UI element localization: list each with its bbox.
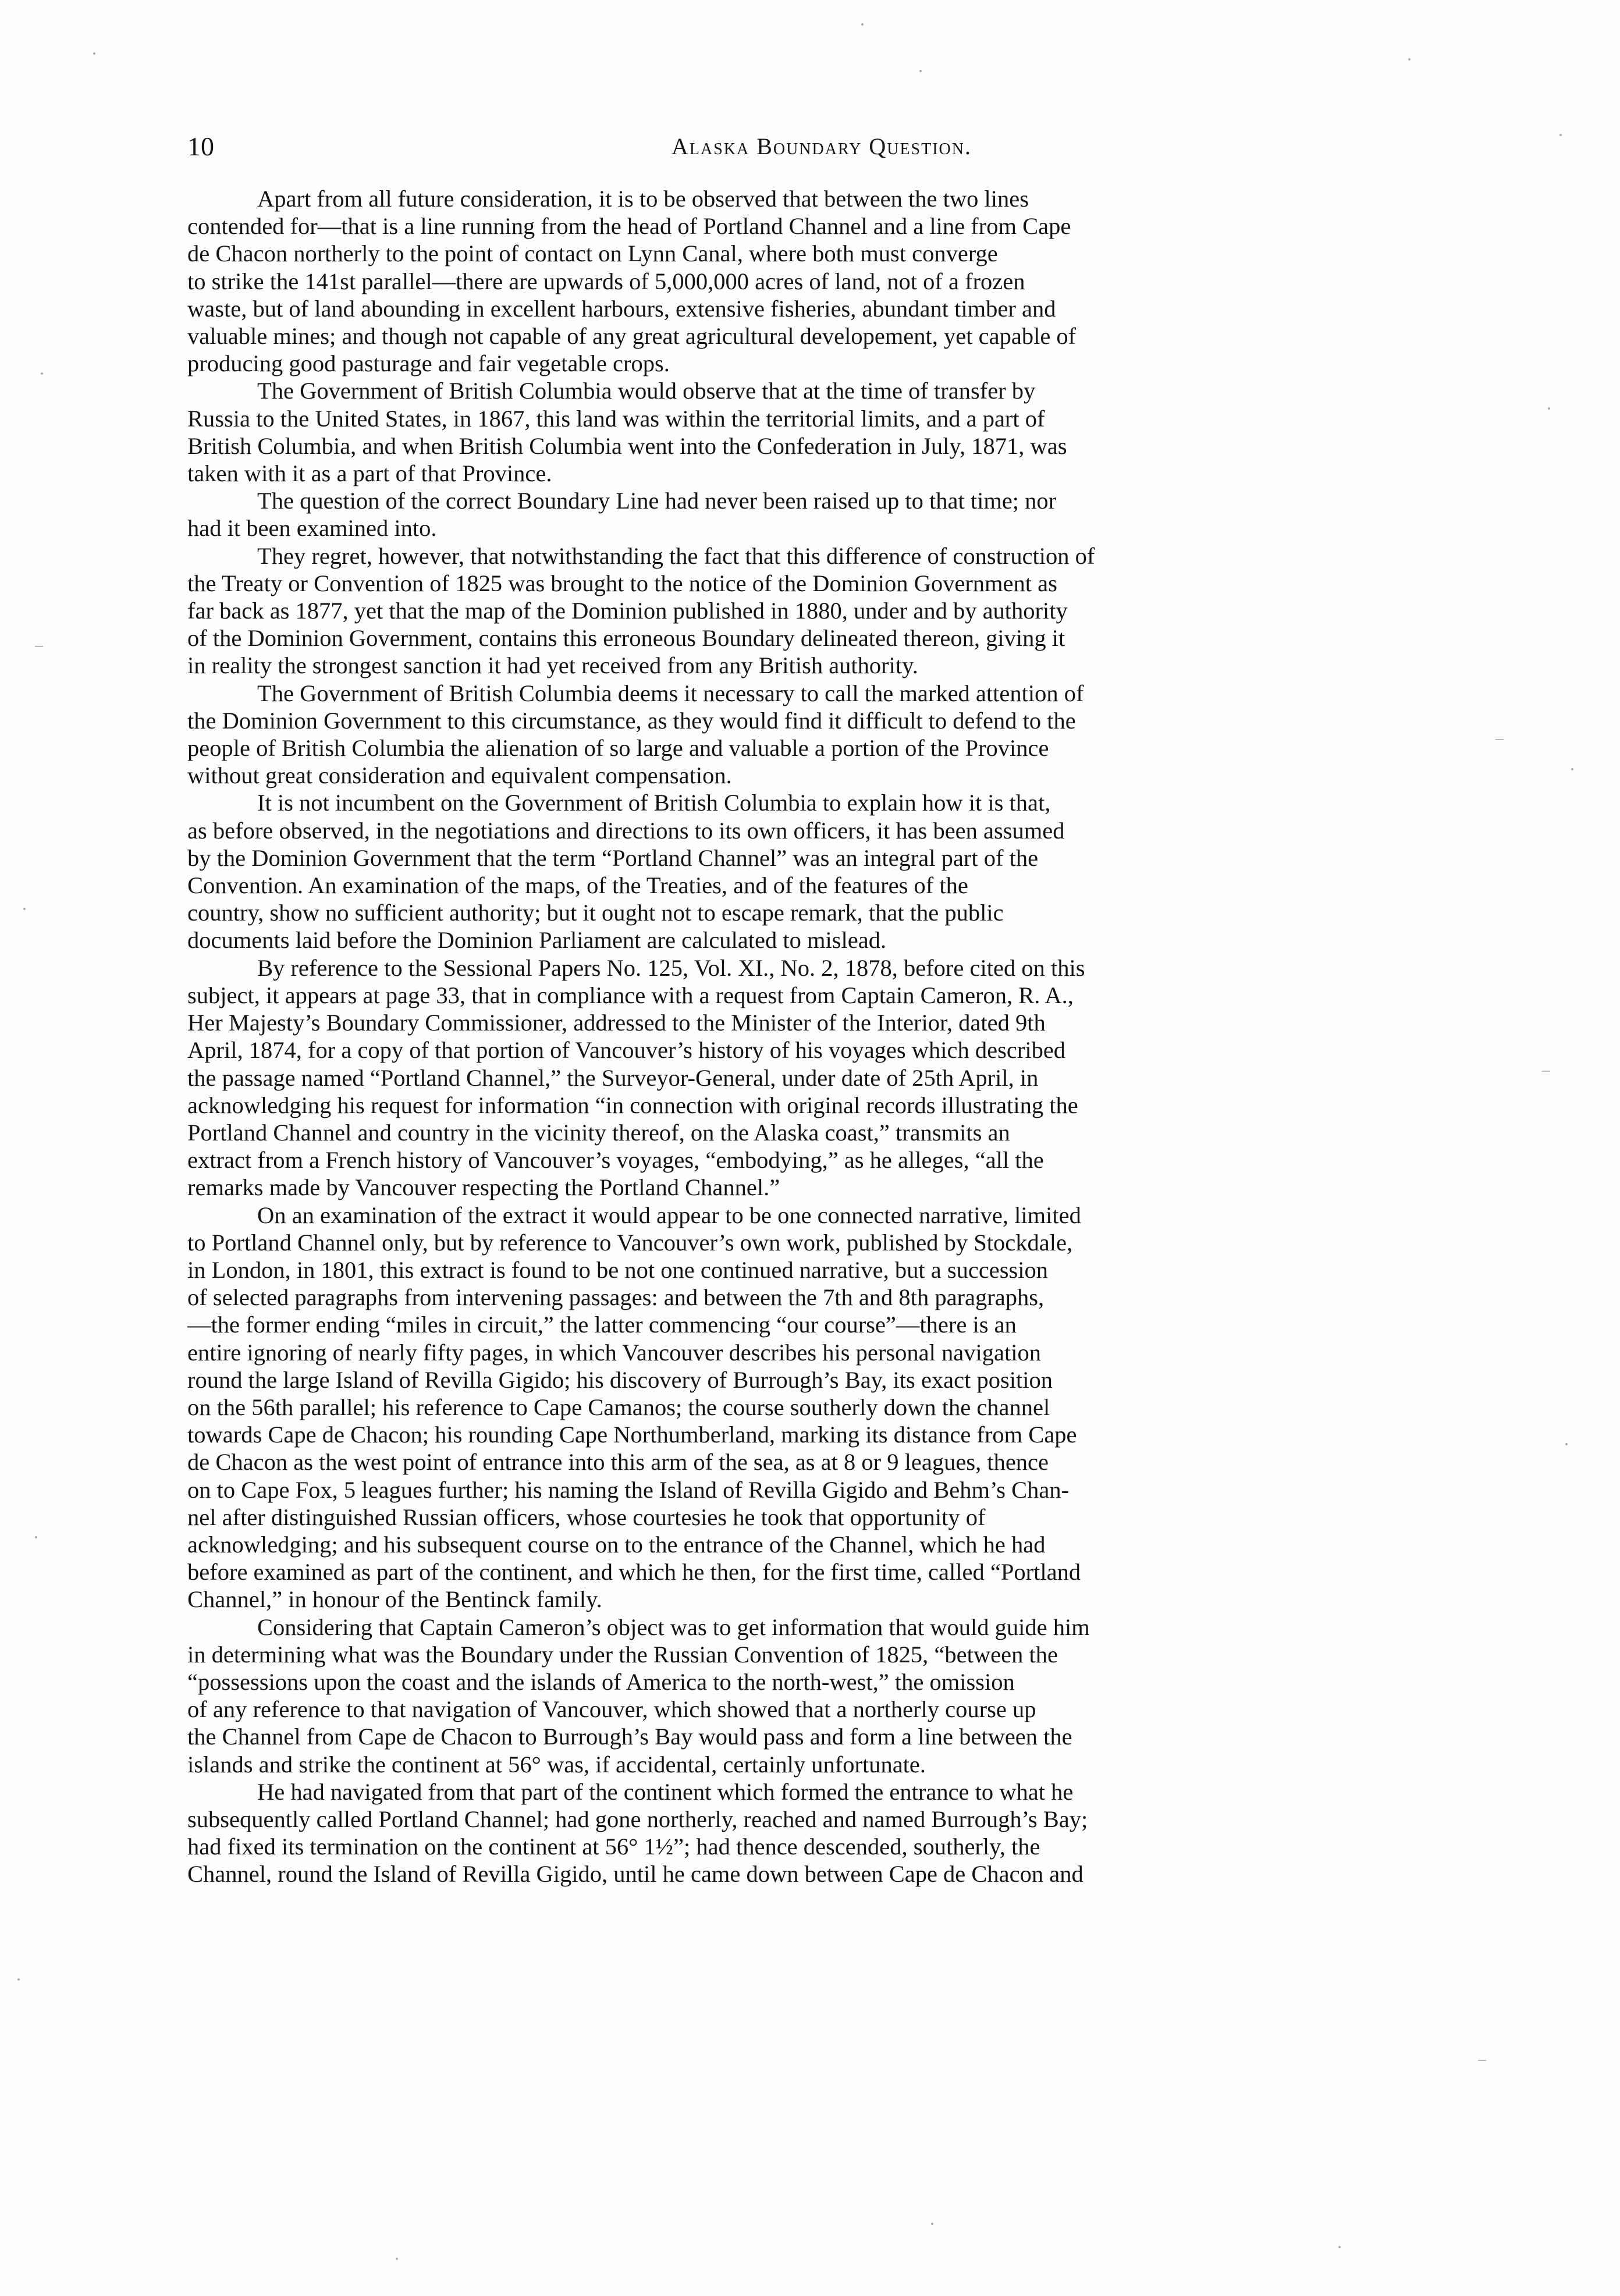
scan-speck bbox=[396, 2258, 398, 2260]
paragraph bbox=[187, 542, 1456, 680]
text-line: documents laid before the Dominion Parliament are calculated to mislead. bbox=[187, 927, 887, 954]
scan-mark bbox=[35, 646, 43, 647]
running-title: Alaska Boundary Question. bbox=[671, 133, 972, 159]
text-line: extract from a French history of Vancouver’s voyages, “embodying,” as he alleges, “all the bbox=[187, 1147, 1044, 1174]
paragraph bbox=[187, 1778, 1456, 1888]
text-line: —the former ending “miles in circuit,” the latter commencing “our course”—there is an bbox=[187, 1312, 1017, 1338]
text-line: as before observed, in the negotiations and directions to its own officers, it has been assumed bbox=[187, 817, 1065, 844]
text-line: the Channel from Cape de Chacon to Burrough’s Bay would pass and form a line between the bbox=[187, 1723, 1072, 1750]
text-line: in determining what was the Boundary under the Russian Convention of 1825, “between the bbox=[187, 1641, 1058, 1668]
text-line: April, 1874, for a copy of that portion of Vancouver’s history of his voyages which described bbox=[187, 1037, 1066, 1064]
text-line: people of British Columbia the alienation of so large and valuable a portion of the Province bbox=[187, 735, 1049, 762]
scan-speck bbox=[23, 908, 26, 910]
text-line: of any reference to that navigation of Vancouver, which showed that a northerly course up bbox=[187, 1696, 1036, 1723]
page-header bbox=[187, 129, 1456, 166]
text-line: acknowledging; and his subsequent course on to the entrance of the Channel, which he had bbox=[187, 1531, 1046, 1558]
paragraph bbox=[187, 789, 1456, 954]
text-line: the Dominion Government to this circumstance, as they would find it difficult to defend to the bbox=[187, 707, 1076, 734]
text-line: without great consideration and equivalent compensation. bbox=[187, 762, 732, 789]
text-line: of selected paragraphs from intervening passages: and between the 7th and 8th paragraphs, bbox=[187, 1284, 1045, 1311]
text-line: round the large Island of Revilla Gigido; his discovery of Burrough’s Bay, its exact position bbox=[187, 1366, 1053, 1393]
text-line: remarks made by Vancouver respecting the Portland Channel.” bbox=[187, 1174, 780, 1201]
text-line: by the Dominion Government that the term “Portland Channel” was an integral part of the bbox=[187, 844, 1039, 871]
text-line: Her Majesty’s Boundary Commissioner, addressed to the Minister of the Interior, dated 9th bbox=[187, 1010, 1046, 1036]
text-line: He had navigated from that part of the continent which formed the entrance to what he bbox=[257, 1778, 1074, 1805]
text-line: had fixed its termination on the continent at 56° 1½”; had thence descended, southerly, the bbox=[187, 1833, 1040, 1860]
text-line: the Treaty or Convention of 1825 was brought to the notice of the Dominion Government as bbox=[187, 570, 1057, 596]
text-line: The Government of British Columbia deems it necessary to call the marked attention of bbox=[257, 680, 1084, 706]
scan-speck bbox=[1565, 1443, 1568, 1445]
text-line: on the 56th parallel; his reference to Cape Camanos; the course southerly down the channel bbox=[187, 1394, 1050, 1420]
text-line: producing good pasturage and fair vegetable crops. bbox=[187, 350, 670, 377]
text-line: Russia to the United States, in 1867, this land was within the territorial limits, and a part of bbox=[187, 405, 1045, 432]
paragraph bbox=[187, 185, 1456, 377]
scan-speck bbox=[1338, 2246, 1341, 2248]
text-line: de Chacon as the west point of entrance into this arm of the sea, as at 8 or 9 leagues, thence bbox=[187, 1449, 1049, 1476]
text-line: country, show no sufficient authority; but it ought not to escape remark, that the public bbox=[187, 900, 1004, 926]
body-text bbox=[187, 185, 1456, 1888]
paragraph bbox=[187, 487, 1456, 542]
page-number: 10 bbox=[187, 131, 214, 161]
scan-speck bbox=[1408, 58, 1411, 61]
paragraph bbox=[187, 680, 1456, 790]
paragraph bbox=[187, 954, 1456, 1202]
text-line: Channel, round the Island of Revilla Gigido, until he came down between Cape de Chacon and bbox=[187, 1861, 1083, 1888]
text-line: It is not incumbent on the Government of British Columbia to explain how it is that, bbox=[257, 790, 1051, 816]
text-line: British Columbia, and when British Columbia went into the Confederation in July, 1871, was bbox=[187, 432, 1067, 459]
text-line: Channel,” in honour of the Bentinck family. bbox=[187, 1586, 602, 1613]
text-line: The question of the correct Boundary Line had never been raised up to that time; nor bbox=[257, 488, 1057, 514]
text-line: “possessions upon the coast and the islands of America to the north-west,” the omission bbox=[187, 1668, 1015, 1695]
paragraph bbox=[187, 377, 1456, 487]
text-line: to strike the 141st parallel—there are upwards of 5,000,000 acres of land, not of a frozen bbox=[187, 268, 1025, 294]
scan-speck bbox=[861, 23, 864, 26]
text-line: subsequently called Portland Channel; had gone northerly, reached and named Burrough’s Bay; bbox=[187, 1805, 1088, 1832]
text-line: de Chacon northerly to the point of contact on Lynn Canal, where both must converge bbox=[187, 240, 998, 267]
text-line: taken with it as a part of that Province. bbox=[187, 460, 552, 487]
text-line: of the Dominion Government, contains this erroneous Boundary delineated thereon, giving it bbox=[187, 625, 1065, 652]
scan-speck bbox=[931, 2223, 933, 2225]
scan-mark bbox=[1542, 1071, 1550, 1072]
scan-speck bbox=[17, 1978, 20, 1981]
text-line: The Government of British Columbia would observe that at the time of transfer by bbox=[257, 378, 1036, 404]
text-line: Apart from all future consideration, it is to be observed that between the two lines bbox=[257, 186, 1029, 212]
text-line: On an examination of the extract it would appear to be one connected narrative, limited bbox=[257, 1202, 1081, 1228]
text-line: contended for—that is a line running from the head of Portland Channel and a line from Cape bbox=[187, 213, 1071, 240]
text-line: towards Cape de Chacon; his rounding Cape Northumberland, marking its distance from Cape bbox=[187, 1421, 1077, 1448]
text-line: acknowledging his request for information “in connection with original records illustrating the bbox=[187, 1092, 1078, 1118]
text-line: Convention. An examination of the maps, of the Treaties, and of the features of the bbox=[187, 872, 968, 899]
text-line: had it been examined into. bbox=[187, 515, 437, 542]
text-line: By reference to the Sessional Papers No. 125, Vol. XI., No. 2, 1878, before cited on this bbox=[257, 954, 1085, 981]
text-line: entire ignoring of nearly fifty pages, in which Vancouver describes his personal navigation bbox=[187, 1339, 1041, 1366]
scan-speck bbox=[1559, 134, 1562, 136]
text-line: islands and strike the continent at 56° was, if accidental, certainly unfortunate. bbox=[187, 1751, 926, 1778]
scan-speck bbox=[1548, 407, 1550, 410]
text-line: Considering that Captain Cameron’s object was to get information that would guide him bbox=[257, 1613, 1090, 1640]
scan-speck bbox=[93, 52, 95, 55]
text-line: the passage named “Portland Channel,” the Surveyor-General, under date of 25th April, in bbox=[187, 1064, 1039, 1091]
scan-speck bbox=[41, 372, 43, 375]
scan-mark bbox=[1478, 2060, 1486, 2061]
text-line: nel after distinguished Russian officers, whose courtesies he took that opportunity of bbox=[187, 1504, 986, 1530]
scan-speck bbox=[35, 1536, 37, 1538]
text-line: before examined as part of the continent, and which he then, for the first time, called “Portland bbox=[187, 1559, 1081, 1586]
text-line: valuable mines; and though not capable of any great agricultural developement, yet capable of bbox=[187, 323, 1077, 350]
text-line: subject, it appears at page 33, that in compliance with a request from Captain Cameron, R. A., bbox=[187, 982, 1074, 1008]
scan-speck bbox=[919, 70, 922, 72]
text-line: in London, in 1801, this extract is found to be not one continued narrative, but a succession bbox=[187, 1256, 1049, 1283]
text-line: Portland Channel and country in the vicinity thereof, on the Alaska coast,” transmits an bbox=[187, 1119, 1010, 1146]
text-line: in reality the strongest sanction it had yet received from any British authority. bbox=[187, 652, 918, 679]
text-line: on to Cape Fox, 5 leagues further; his naming the Island of Revilla Gigido and Behm’s Chan- bbox=[187, 1476, 1070, 1503]
scan-speck bbox=[1571, 768, 1573, 770]
text-line: far back as 1877, yet that the map of the Dominion published in 1880, under and by authority bbox=[187, 598, 1068, 624]
paragraph bbox=[187, 1613, 1456, 1778]
text-line: They regret, however, that notwithstanding the fact that this difference of construction of bbox=[257, 542, 1095, 569]
scan-mark bbox=[1495, 739, 1504, 740]
paragraph bbox=[187, 1202, 1456, 1613]
text-line: waste, but of land abounding in excellent harbours, extensive fisheries, abundant timber and bbox=[187, 295, 1056, 322]
text-line: to Portland Channel only, but by reference to Vancouver’s own work, published by Stockdale, bbox=[187, 1229, 1073, 1256]
